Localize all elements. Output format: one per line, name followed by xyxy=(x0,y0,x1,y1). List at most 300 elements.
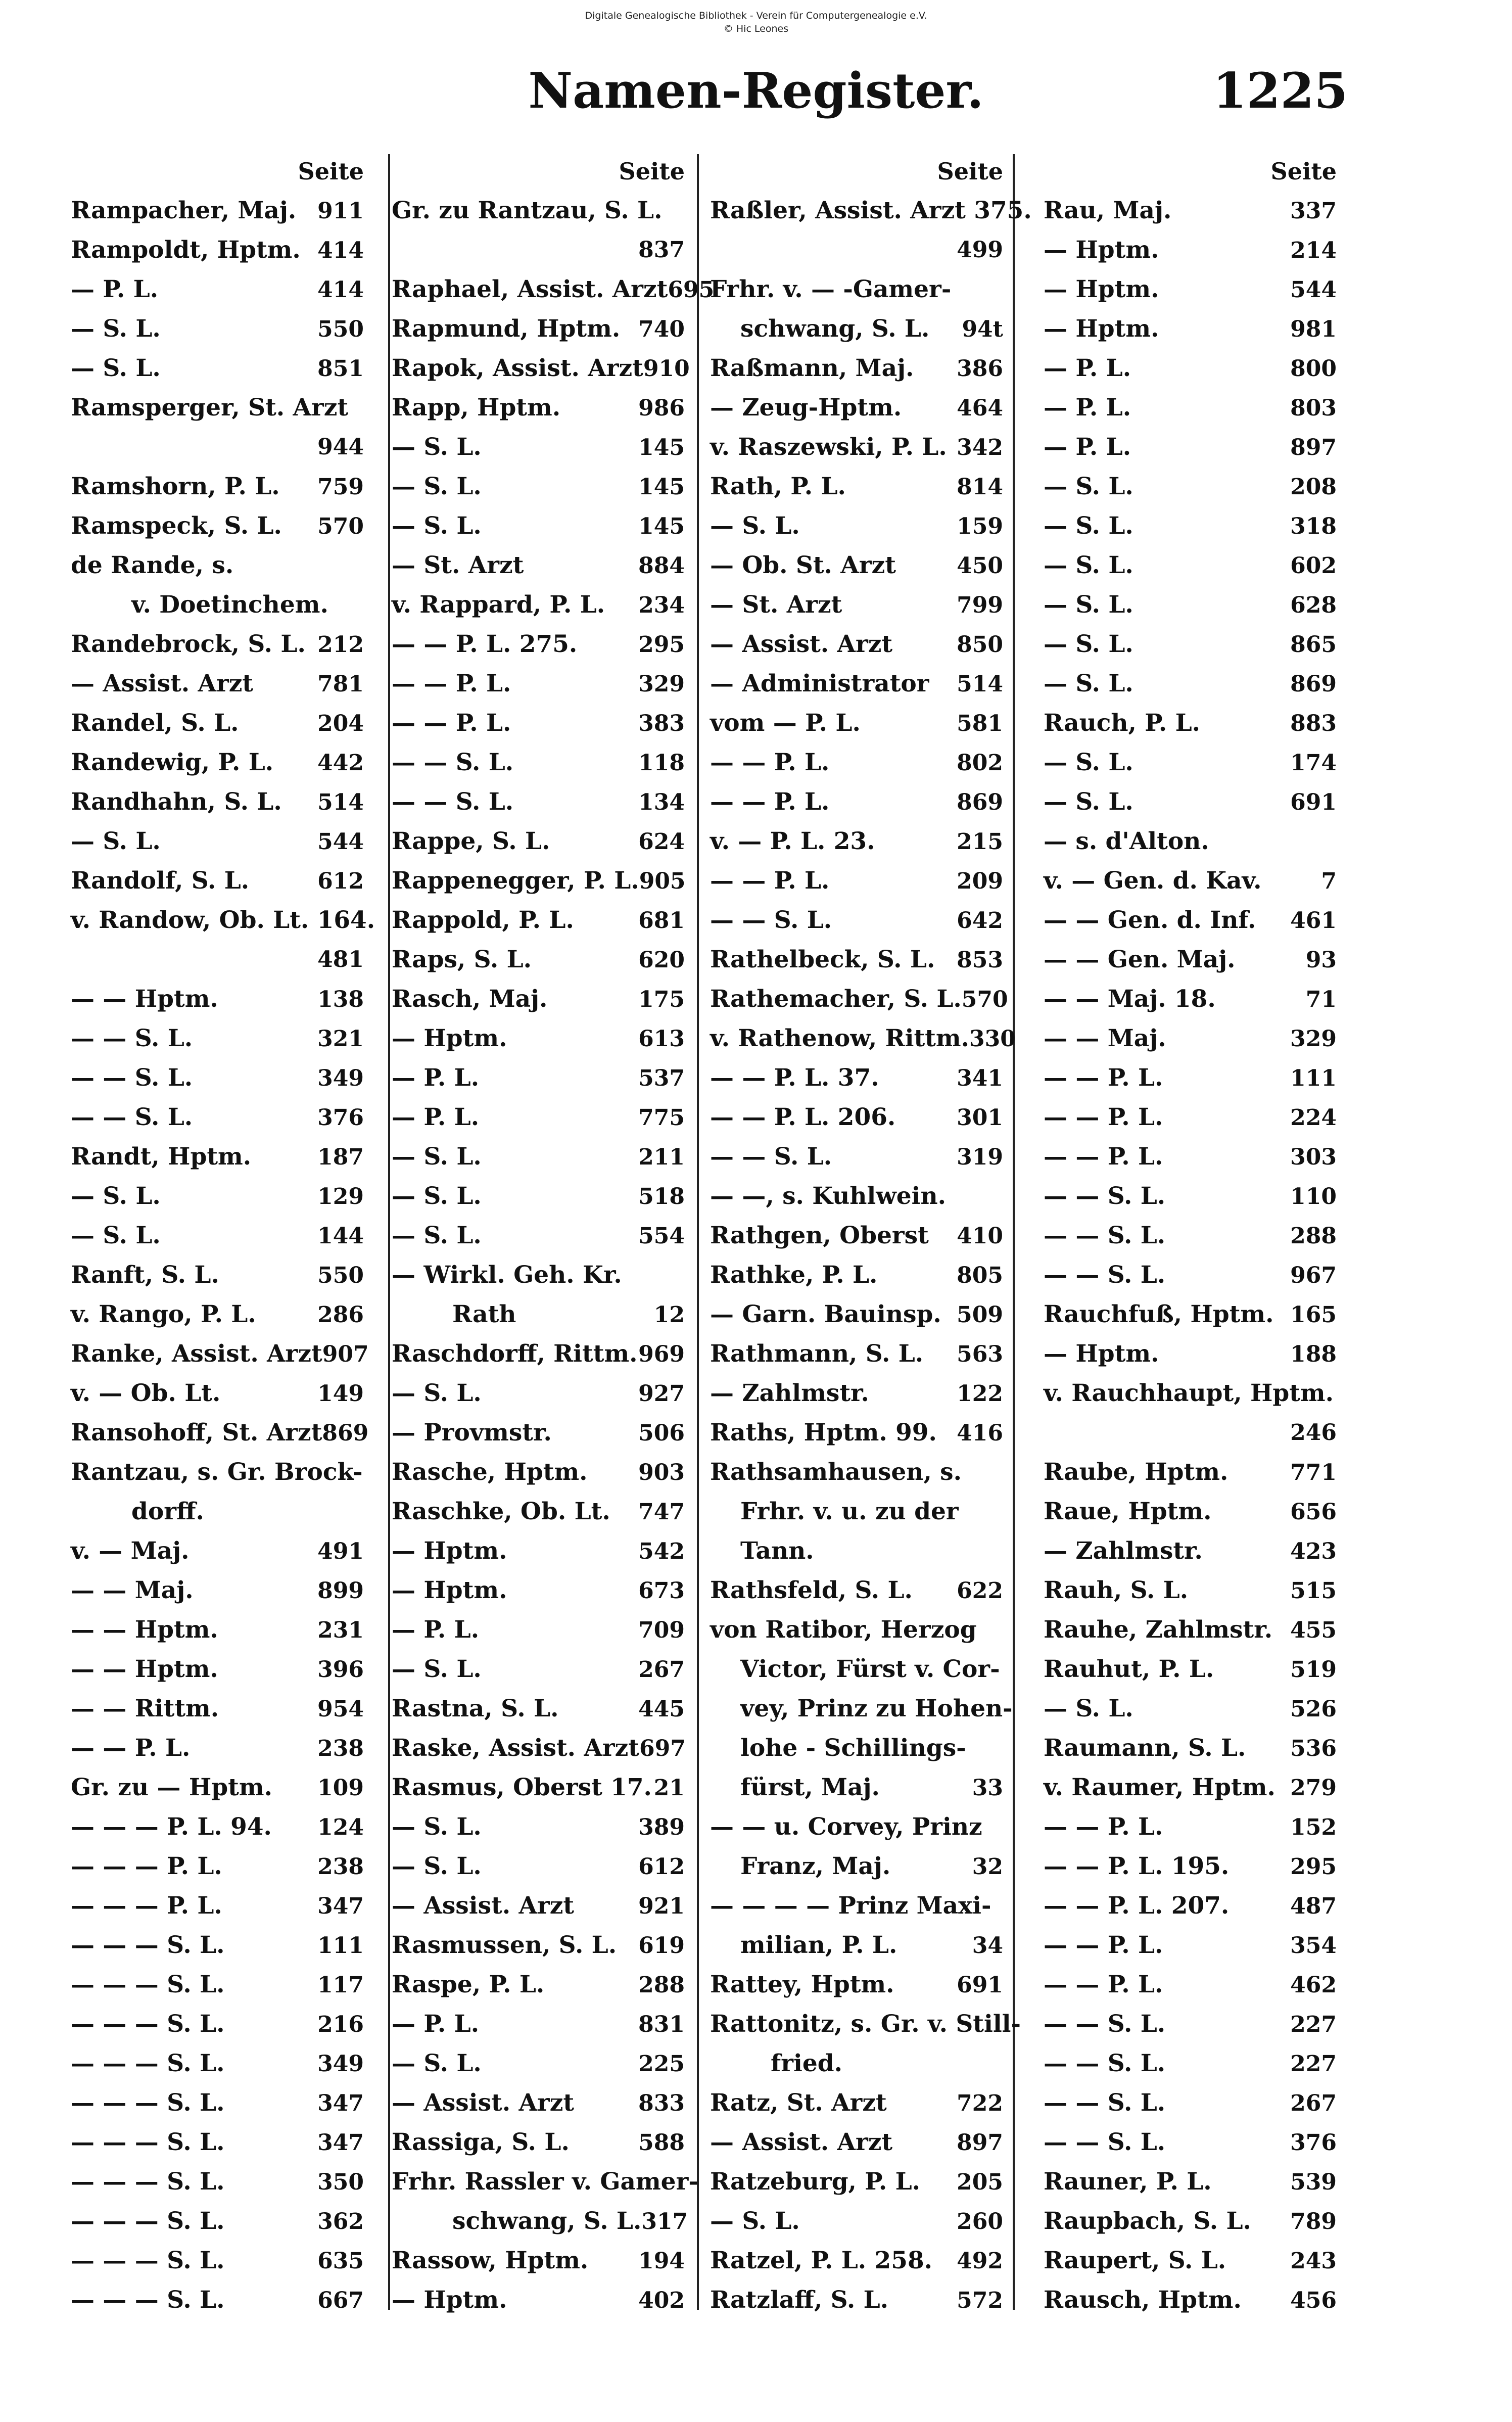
register-entry xyxy=(1044,506,1342,546)
entry-name: — P. L. xyxy=(392,1103,480,1131)
entry-page: 554 xyxy=(638,1223,685,1249)
entry-name: Raschke, Ob. Lt. xyxy=(392,1498,610,1525)
entry-name: — Wirkl. Geh. Kr. xyxy=(392,1261,622,1289)
entry-page: 722 xyxy=(957,2090,1003,2116)
register-entry xyxy=(392,506,690,546)
register-entry xyxy=(710,1571,1008,1610)
entry-page: 318 xyxy=(1290,514,1337,539)
entry-page: 800 xyxy=(1290,356,1337,382)
entry-page: 205 xyxy=(957,2169,1003,2195)
entry-name: Raupbach, S. L. xyxy=(1044,2207,1251,2235)
entry-name: — Assist. Arzt xyxy=(392,2089,575,2117)
entry-page: 506 xyxy=(638,1420,685,1446)
entry-name: Ramshorn, P. L. xyxy=(71,473,280,500)
entry-page: 234 xyxy=(638,592,685,618)
entry-name: — — P. L. xyxy=(1044,1813,1163,1841)
entry-name: Rauhe, Zahlmstr. xyxy=(1044,1616,1273,1644)
register-entry xyxy=(710,349,1008,388)
register-entry xyxy=(392,1610,690,1650)
entry-page: 71 xyxy=(1305,987,1337,1012)
entry-page: 402 xyxy=(638,2288,685,2313)
entry-name: — — P. L. xyxy=(1044,1103,1163,1131)
entry-name: — S. L. xyxy=(392,1655,482,1683)
register-entry xyxy=(71,1453,369,1492)
entry-page: 354 xyxy=(1290,1933,1337,1959)
entry-page: 612 xyxy=(317,868,364,894)
entry-page: 837 xyxy=(638,237,685,263)
register-entry xyxy=(71,1374,369,1413)
entry-page: 462 xyxy=(1290,1972,1337,1998)
register-entry xyxy=(392,230,690,270)
entry-name: — — S. L. xyxy=(1044,2050,1166,2077)
register-entry xyxy=(710,940,1008,980)
register-entry xyxy=(392,704,690,743)
entry-name: — P. L. xyxy=(392,1064,480,1092)
register-entry xyxy=(710,2123,1008,2162)
entry-name: — S. L. xyxy=(392,2050,482,2077)
register-entry xyxy=(710,2241,1008,2280)
register-entry xyxy=(710,664,1008,704)
entry-page: 138 xyxy=(317,987,364,1012)
entry-page: 129 xyxy=(317,1184,364,1209)
entry-name: Rauner, P. L. xyxy=(1044,2168,1212,2196)
register-entry xyxy=(710,1374,1008,1413)
register-entry xyxy=(71,1295,369,1334)
entry-page: 539 xyxy=(1290,2169,1337,2195)
register-entry xyxy=(71,1571,369,1610)
entry-name: Randhahn, S. L. xyxy=(71,788,282,816)
register-entry xyxy=(710,822,1008,861)
entry-page: 681 xyxy=(638,908,685,934)
entry-name: vey, Prinz zu Hohen- xyxy=(740,1695,1013,1722)
register-entry xyxy=(71,980,369,1019)
entry-name: — S. L. xyxy=(1044,788,1133,816)
entry-name: v. — Ob. Lt. xyxy=(71,1379,221,1407)
entry-page: 389 xyxy=(638,1814,685,1840)
register-entry xyxy=(392,1571,690,1610)
entry-name: — Assist. Arzt xyxy=(392,1892,575,1920)
entry-name: — S. L. xyxy=(392,1182,482,1210)
register-entry xyxy=(1044,2202,1342,2241)
entry-page: 337 xyxy=(1290,198,1337,224)
entry-page: 612 xyxy=(638,1854,685,1880)
register-entry xyxy=(710,1019,1016,1058)
register-entry xyxy=(710,309,1008,349)
entry-name: Rattey, Hptm. xyxy=(710,1971,894,1998)
register-entry xyxy=(710,467,1008,506)
entry-page: 910 xyxy=(643,356,690,382)
entry-page: 869 xyxy=(322,1420,369,1446)
entry-name: — — P. L. xyxy=(710,788,830,816)
entry-page: 799 xyxy=(957,592,1003,618)
register-entry xyxy=(710,1255,1008,1295)
register-entry xyxy=(392,822,690,861)
entry-page: 831 xyxy=(638,2012,685,2037)
entry-page: 544 xyxy=(1290,277,1337,303)
entry-name: Raphael, Assist. Arzt xyxy=(392,275,668,303)
register-entry xyxy=(710,743,1008,782)
entry-name: fürst, Maj. xyxy=(740,1774,880,1801)
entry-page: 227 xyxy=(1290,2012,1337,2037)
entry-page: 613 xyxy=(638,1026,685,1052)
entry-name: Ranft, S. L. xyxy=(71,1261,219,1289)
register-entry xyxy=(392,1650,690,1689)
entry-name: v. Raumer, Hptm. xyxy=(1044,1774,1275,1801)
register-entry xyxy=(710,388,1008,428)
register-entry xyxy=(710,1334,1008,1374)
entry-name: — Hptm. xyxy=(1044,1340,1159,1368)
entry-name: — S. L. xyxy=(71,315,161,343)
entry-page: 329 xyxy=(1290,1026,1337,1052)
entry-name: — S. L. xyxy=(710,512,800,540)
register-entry xyxy=(392,1926,690,1965)
column-divider xyxy=(1013,154,1015,2310)
register-entry xyxy=(392,2083,690,2123)
register-entry xyxy=(71,1807,369,1847)
entry-page: 386 xyxy=(957,356,1003,382)
register-entry xyxy=(1044,1295,1342,1334)
entry-name: — — P. L. xyxy=(1044,1143,1163,1171)
entry-page: 572 xyxy=(957,2288,1003,2313)
entry-name: Rasmussen, S. L. xyxy=(392,1931,617,1959)
entry-name: — S. L. xyxy=(392,473,482,500)
entry-name: — — — S. L. xyxy=(71,2128,225,2156)
entry-page: 619 xyxy=(638,1933,685,1959)
entry-name: — — Rittm. xyxy=(71,1695,219,1722)
entry-name: — — P. L. 275. xyxy=(392,630,578,658)
entry-name: — S. L. xyxy=(71,827,161,855)
register-entry xyxy=(1044,861,1342,901)
entry-page: 514 xyxy=(957,671,1003,697)
register-entry xyxy=(1044,1019,1342,1058)
register-entry xyxy=(392,428,690,467)
register-entry xyxy=(71,664,369,704)
register-entry xyxy=(71,506,369,546)
entry-page: 110 xyxy=(1290,1184,1337,1209)
register-entry xyxy=(1044,1058,1342,1098)
entry-page: 238 xyxy=(317,1736,364,1761)
entry-page: 279 xyxy=(1290,1775,1337,1801)
entry-page: 224 xyxy=(1290,1105,1337,1131)
entry-page: 94t xyxy=(962,316,1003,342)
entry-page: 865 xyxy=(1290,632,1337,658)
register-entry xyxy=(71,1531,369,1571)
entry-name: — Ob. St. Arzt xyxy=(710,551,896,579)
entry-name: Raue, Hptm. xyxy=(1044,1498,1212,1525)
register-entry xyxy=(392,1413,690,1453)
register-entry xyxy=(710,1807,1008,1847)
register-entry xyxy=(1044,2044,1342,2083)
register-entry xyxy=(1044,1531,1342,1571)
entry-name: — S. L. xyxy=(392,1379,482,1407)
entry-name: Raths, Hptm. 99. xyxy=(710,1419,937,1447)
register-entry xyxy=(1044,743,1342,782)
entry-name: — — S. L. xyxy=(71,1024,193,1052)
entry-page: 442 xyxy=(317,750,364,776)
register-entry xyxy=(1044,940,1342,980)
register-entry xyxy=(1044,191,1342,230)
register-entry xyxy=(392,1255,690,1295)
entry-name: Rasmus, Oberst 17. xyxy=(392,1774,652,1801)
register-entry xyxy=(1044,388,1342,428)
entry-name: Tann. xyxy=(740,1537,814,1565)
entry-page: 215 xyxy=(957,829,1003,855)
entry-page: 165 xyxy=(1290,1302,1337,1328)
entry-name: — S. L. xyxy=(71,1182,161,1210)
entry-name: — — — S. L. xyxy=(71,1971,225,1998)
entry-page: 362 xyxy=(317,2209,364,2234)
entry-name: — S. L. xyxy=(710,2207,800,2235)
entry-page: 814 xyxy=(957,474,1003,500)
entry-name: — — — P. L. 94. xyxy=(71,1813,272,1841)
entry-name: schwang, S. L. xyxy=(452,2207,642,2235)
entry-name: — — — S. L. xyxy=(71,2050,225,2077)
column-heading: Seite xyxy=(1270,158,1337,185)
entry-name: — — — P. L. xyxy=(71,1892,222,1920)
entry-page: 518 xyxy=(638,1184,685,1209)
register-entry xyxy=(1044,980,1342,1019)
register-entry xyxy=(71,1689,369,1729)
register-entry xyxy=(1044,230,1342,270)
register-entry xyxy=(71,349,369,388)
entry-name: — S. L. xyxy=(392,1222,482,1249)
register-entry xyxy=(71,2280,369,2320)
entry-page: 899 xyxy=(317,1578,364,1604)
entry-name: — — Maj. xyxy=(71,1576,194,1604)
entry-name: — — Hptm. xyxy=(71,1616,218,1644)
entry-name: Randewig, P. L. xyxy=(71,749,274,776)
entry-name: Rapp, Hptm. xyxy=(392,394,561,422)
entry-name: Raumann, S. L. xyxy=(1044,1734,1246,1762)
register-entry xyxy=(71,1729,369,1768)
register-entry xyxy=(71,1847,369,1886)
entry-page: 152 xyxy=(1290,1814,1337,1840)
entry-page: 911 xyxy=(317,198,364,224)
register-entry xyxy=(71,1965,369,2005)
entry-page: 342 xyxy=(957,435,1003,460)
entry-name: — Provmstr. xyxy=(392,1419,552,1447)
entry-name: Ratz, St. Arzt xyxy=(710,2089,887,2117)
entry-name: Frhr. v. — -Gamer- xyxy=(710,275,952,303)
register-entry xyxy=(710,191,1032,230)
register-entry xyxy=(1044,704,1342,743)
credit-line-2: © Hic Leones xyxy=(723,23,789,34)
register-entry xyxy=(392,1216,690,1255)
register-entry xyxy=(71,1610,369,1650)
entry-name: — P. L. xyxy=(71,275,159,303)
entry-name: Ransohoff, St. Arzt xyxy=(71,1419,322,1447)
entry-name: Ranke, Assist. Arzt xyxy=(71,1340,322,1368)
entry-page: 602 xyxy=(1290,553,1337,579)
entry-page: 850 xyxy=(957,632,1003,658)
register-entry xyxy=(392,2123,690,2162)
register-entry xyxy=(710,270,1008,309)
entry-page: 376 xyxy=(317,1105,364,1131)
entry-name: Randt, Hptm. xyxy=(71,1143,252,1171)
entry-page: 903 xyxy=(638,1460,685,1485)
register-entry xyxy=(71,782,369,822)
entry-name: — — P. L. xyxy=(1044,1931,1163,1959)
entry-name: — P. L. xyxy=(392,1616,480,1644)
entry-page: 884 xyxy=(638,553,685,579)
register-entry xyxy=(1044,585,1342,625)
register-entry xyxy=(710,1650,1008,1689)
register-entry xyxy=(710,980,1008,1019)
entry-name: v. Rango, P. L. xyxy=(71,1300,256,1328)
entry-page: 628 xyxy=(1290,592,1337,618)
entry-page: 921 xyxy=(638,1893,685,1919)
entry-name: — — — S. L. xyxy=(71,2286,225,2314)
register-entry xyxy=(1044,1137,1342,1177)
entry-name: — — P. L. 37. xyxy=(710,1064,879,1092)
digitization-credit xyxy=(0,9,1512,35)
entry-name: — — u. Corvey, Prinz xyxy=(710,1813,982,1841)
entry-name: Rausch, Hptm. xyxy=(1044,2286,1242,2314)
register-entry xyxy=(71,704,369,743)
page-title: Namen-Register. xyxy=(528,62,984,119)
entry-name: Frhr. Rassler v. Gamer- xyxy=(392,2168,698,2196)
register-entry xyxy=(710,1610,1008,1650)
entry-page: 295 xyxy=(1290,1854,1337,1880)
entry-page: 416 xyxy=(957,1420,1003,1446)
entry-page: 159 xyxy=(957,514,1003,539)
entry-name: fried. xyxy=(771,2050,842,2077)
register-entry xyxy=(71,2044,369,2083)
column-divider xyxy=(697,154,699,2310)
entry-name: Randolf, S. L. xyxy=(71,867,250,895)
entry-name: v. Rauchhaupt, Hptm. xyxy=(1044,1379,1334,1407)
entry-page: 967 xyxy=(1290,1263,1337,1288)
entry-page: 396 xyxy=(317,1657,364,1683)
entry-name: Rauhut, P. L. xyxy=(1044,1655,1214,1683)
entry-name: — — P. L. xyxy=(71,1734,191,1762)
register-entry xyxy=(392,1177,690,1216)
entry-page: 691 xyxy=(1290,789,1337,815)
entry-name: Raupert, S. L. xyxy=(1044,2247,1226,2274)
register-column-3 xyxy=(710,152,1032,2320)
entry-page: 905 xyxy=(639,868,686,894)
register-entry xyxy=(71,1334,369,1374)
entry-name: — — P. L. xyxy=(710,867,830,895)
register-entry xyxy=(710,1137,1008,1177)
entry-name: — — Hptm. xyxy=(71,985,218,1013)
register-entry xyxy=(71,428,369,467)
entry-page: 789 xyxy=(1290,2209,1337,2234)
register-entry xyxy=(392,1058,690,1098)
register-entry xyxy=(71,625,369,664)
register-entry xyxy=(392,1334,690,1374)
register-entry xyxy=(710,2202,1008,2241)
register-entry xyxy=(392,1729,690,1768)
entry-name: Rathmann, S. L. xyxy=(710,1340,924,1368)
entry-name: Gr. zu — Hptm. xyxy=(71,1774,272,1801)
entry-name: — — P. L. xyxy=(392,709,511,737)
register-entry xyxy=(71,2162,369,2202)
entry-name: — Assist. Arzt xyxy=(710,630,893,658)
column-heading: Seite xyxy=(298,158,364,185)
register-entry xyxy=(1044,1492,1342,1531)
entry-page: 216 xyxy=(317,2012,364,2037)
entry-page: 944 xyxy=(317,434,364,460)
register-entry xyxy=(710,1689,1013,1729)
entry-page: 656 xyxy=(1290,1499,1337,1525)
entry-page: 624 xyxy=(638,829,685,855)
entry-name: Rathsamhausen, s. xyxy=(710,1458,962,1486)
register-entry xyxy=(392,2162,698,2202)
entry-name: v. — Gen. d. Kav. xyxy=(1044,867,1262,895)
register-entry xyxy=(1044,625,1342,664)
register-entry xyxy=(71,2083,369,2123)
entry-page: 897 xyxy=(1290,435,1337,460)
entry-name: Rath xyxy=(452,1300,516,1328)
register-entry xyxy=(392,2280,690,2320)
register-entry xyxy=(1044,1413,1342,1453)
entry-name: — — — S. L. xyxy=(71,1931,225,1959)
entry-page: 481 xyxy=(317,947,364,972)
entry-name: — — P. L. 206. xyxy=(710,1103,896,1131)
entry-name: dorff. xyxy=(131,1498,204,1525)
entry-page: 853 xyxy=(957,947,1003,973)
register-entry xyxy=(1044,1689,1342,1729)
register-entry xyxy=(392,1807,690,1847)
register-entry xyxy=(710,1965,1008,2005)
entry-page: 194 xyxy=(638,2248,685,2274)
register-entry xyxy=(710,1768,1008,1807)
entry-page: 492 xyxy=(957,2248,1003,2274)
entry-name: — Hptm. xyxy=(392,1537,507,1565)
entry-page: 347 xyxy=(317,2130,364,2156)
entry-page: 514 xyxy=(317,789,364,815)
register-entry xyxy=(1044,1610,1342,1650)
entry-page: 450 xyxy=(957,553,1003,579)
register-entry xyxy=(71,585,369,625)
entry-name: — P. L. xyxy=(1044,433,1131,461)
entry-page: 667 xyxy=(317,2288,364,2313)
entry-name: lohe - Schillings- xyxy=(740,1734,966,1762)
register-entry xyxy=(71,861,369,901)
entry-page: 969 xyxy=(638,1341,685,1367)
entry-name: Victor, Fürst v. Cor- xyxy=(740,1655,1000,1683)
register-entry xyxy=(710,901,1008,940)
entry-name: — S. L. xyxy=(1044,670,1133,697)
entry-page: 781 xyxy=(317,671,364,697)
register-entry xyxy=(710,1847,1008,1886)
entry-page: 673 xyxy=(638,1578,685,1604)
entry-page: 175 xyxy=(638,987,685,1012)
entry-page: 697 xyxy=(639,1736,686,1761)
entry-page: 12 xyxy=(653,1302,685,1328)
entry-name: — s. d'Alton. xyxy=(1044,827,1209,855)
entry-name: — S. L. xyxy=(71,354,161,382)
entry-page: 570 xyxy=(317,514,364,539)
register-entry xyxy=(1044,782,1342,822)
entry-name: Rasche, Hptm. xyxy=(392,1458,588,1486)
entry-name: Rappenegger, P. L. xyxy=(392,867,639,895)
entry-name: Raßmann, Maj. xyxy=(710,354,914,382)
entry-name: — S. L. xyxy=(1044,551,1133,579)
entry-name: Ratzeburg, P. L. xyxy=(710,2168,920,2196)
entry-name: — S. L. xyxy=(392,1143,482,1171)
register-column-2 xyxy=(392,152,715,2320)
entry-name: — S. L. xyxy=(1044,630,1133,658)
entry-name: v. Raszewski, P. L. xyxy=(710,433,947,461)
entry-name: Rapok, Assist. Arzt xyxy=(392,354,643,382)
entry-name: — — P. L. xyxy=(1044,1971,1163,1998)
entry-name: v. — Maj. xyxy=(71,1537,190,1565)
entry-name: — — S. L. xyxy=(710,906,832,934)
entry-page: 145 xyxy=(638,474,685,500)
entry-page: 981 xyxy=(1290,316,1337,342)
